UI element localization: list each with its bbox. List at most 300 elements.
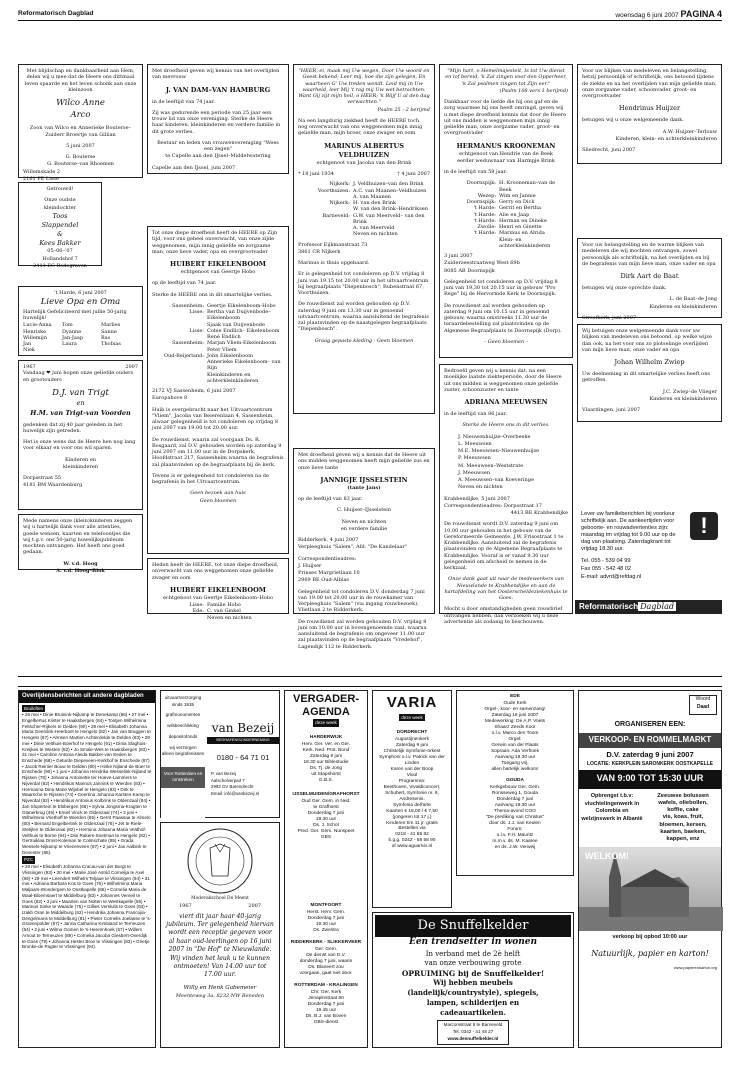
ad-text: Tevens is er gelegenheid tot condoleren na de begrafenis in het Uitvaartcentrum. <box>152 472 269 486</box>
ad-text: Bedroefd geven wij u kennis dat, na een moeilijke laatste ziekteperiode, door de Heere uit ons midden is weggenomen onze geliefde zuster, schoonzuster en tante <box>444 368 562 393</box>
event-title: VERKOOP- EN ROMMELMARKT <box>588 734 712 744</box>
badge-text: Woord <box>695 696 711 702</box>
family-member: J. Veldhuizen–van den Brink <box>353 181 424 188</box>
signature: Kinderen en kleinkinderen <box>649 303 717 310</box>
ad-birth-arco <box>18 64 143 182</box>
name-husband: D.J. van Trigt <box>52 387 109 398</box>
family-list <box>444 434 568 491</box>
ad-text: Huib is overgebracht naar het Uitvaartcentrum "Vliem", Jacoba van Beierenlaan 4, Sassenheim, alwaar gelegenheid is tot condoleren op vrijdag 8 juni 2007 van 19.00 tot 20.00 uur. <box>152 406 279 432</box>
varia-agenda <box>372 690 452 908</box>
grandchild-name: Tom <box>62 322 73 329</box>
family-member: Neven en nichten <box>353 231 398 238</box>
ad-text: Met droefheid geven wij kennis van het overlijden van mevrouw <box>152 68 280 81</box>
agenda-city: HARDERWIJK <box>309 735 343 741</box>
address: J. Huijser <box>298 562 322 569</box>
family-member: Bertha van Duijvenbode– Eikelenboom <box>207 309 271 322</box>
agenda-details: Ger. Gem. De dienst van D.V. donderdag 7 juni, waarin Ds. Blaneert zou voorgaan, gaat niet door. <box>299 946 353 976</box>
email-address[interactable]: E-mail: advrd@refdag.nl <box>581 573 642 580</box>
newspaper-name: Reformatorisch Dagblad <box>18 10 94 17</box>
signature: en verdere familie <box>340 525 388 532</box>
grandchild-name: Marlies <box>101 322 121 329</box>
ad-text: Hartelijk Gefeliciteerd met jullie 50-jarig huwelijk! <box>23 308 127 322</box>
address: Marconistraat 8 te Barneveld <box>443 1022 503 1028</box>
ad-text: Mocht u door omstandigheden geen rouwbrief ontvangen hebben, dan verzoeken wij u deze advertentie als zodanig te beschouwen. <box>444 606 563 625</box>
service-label: wij verzorgen <box>169 744 197 750</box>
family-row <box>298 213 430 226</box>
address: 2172 VJ Sassenheim, 6 juni 2007 <box>152 388 236 395</box>
death-date: † 4 juni 2007 <box>397 171 430 177</box>
ad-text: De rouwdienst zal worden gehouden op D.V. zaterdag 9 juni om 13.30 uur in genoemd uitvaartcentrum, waarna aansluitend de begrafenis zal plaatsvinden op de naastgelegen begraafplaats "Diepenbosch". <box>298 301 429 333</box>
family-member: Neven en nichten <box>458 484 503 491</box>
ad-date: 5 juni 2007 <box>66 142 95 149</box>
family-row <box>152 309 284 322</box>
ad-text: op de leeftijd van 83 jaar. <box>298 496 363 503</box>
ad-text: In verband met de 2è helft <box>425 949 521 958</box>
family-member: M. Meeuwsen–Weststrate <box>458 462 524 469</box>
ad-text: De rouwdienst zal worden gehouden D.V. vrijdag 8 juni om 10.00 uur in bovengenoemde zaal, waarna aansluitend de begrafenis om ongeveer 11.00 uur zal plaatsvinden op de begraafplaats "Vredehof", Lagendijk 112 te Ridderkerk. <box>298 618 427 650</box>
ad-death-veldhuizen <box>293 64 435 414</box>
family-member: Peter Vliem <box>207 346 237 353</box>
grandchild-name: Lucie-Anna <box>23 322 52 329</box>
family-member: C. van Ginkel <box>207 608 241 615</box>
family-member: H. Krooneman–van de Beek <box>499 180 556 193</box>
address: 4181 BM Waardenburg <box>23 482 83 489</box>
section-label: PZC <box>24 857 33 863</box>
ad-heading: Lieve Opa en Oma <box>40 297 121 308</box>
family-member: Henri en Ginette <box>499 224 542 231</box>
ad-death-meeuwsen <box>439 364 573 625</box>
signature: G. Bouterse <box>65 154 96 160</box>
child-name: Wilco Anne <box>56 98 105 108</box>
deceased-name: HERMANUS KROONEMAN <box>456 141 556 150</box>
website-link[interactable]: www.desnuffelkelder.nl <box>447 1035 499 1041</box>
signature: Kinderen en <box>64 456 97 463</box>
obituary-list: • 29 mei • Elisabeth Johanna Cracau-van der Burgt te Vlissingen (93) • 30 mei • Marie José Astrid Cornelija te Axel (89) • 29 mei • Leendert Wilhelm Teljaue te Vlissingen (94) • 31 mei • Adriana Barbara Kos te Goes (76) • Wilhelmina Maria Maljaars-Wondergem te Oostkapelle (86) • Cornelia Maria de Waal-Bloemsaert te Middelburg (83) • Johannes Verneil te Goes (82) • 3 juni • Maarten van Nolten te Westkapelle (55) • Marinus Sinke te Waarde (75) • Gillies Verslulis te Goes (83) • Izakb Oran te Middelburg (82) • Hendrika Johanna Francojia-Dengelmans te Middelburg (81) • Pieter Cornelis Joelasse te 's-Gravenpolder (87) • Janna Catharina Kimbiand te Terneuzen (94) • 2 juni • Wilma Oomen te 's-Heerenhoek (57) • Willem Arnout te Terneuzen (89) • Cornelia Jacoba Giesbert-Overdijk te Goes (79) • Johanna Hester Broe te Vlissingen (83) • Grietje Bronke-de Pagter te Vlissingen (94). <box>22 864 152 950</box>
family-place: Doornspijk: <box>466 199 496 206</box>
family-member: Gerry en Dick <box>499 199 535 206</box>
charity-text: Opbrengst t.b.v: <box>590 792 634 799</box>
groom-name: Kees Bakker <box>39 239 81 248</box>
address: 3861 CR Nijkerk <box>298 248 341 255</box>
website-link[interactable]: www.papierenkarton.org <box>673 965 717 971</box>
family-place: Sassenheim: <box>172 340 204 347</box>
ad-text: Getrouwd! <box>46 186 74 192</box>
section-divider-2 <box>18 686 722 687</box>
ad-text: echtgenoot van Jacoba van den Brink <box>316 159 412 166</box>
ad-text: Onze dank gaat uit naar de medewerkers van Nieuwlande te Krabbendijke en aan de hartafdeling van het Oosterscheldeziekenhuis te Goes. <box>444 576 568 602</box>
signature: Bestuur en leden van vrouwenvereniging "Wees een zegen" <box>157 139 279 153</box>
family-row <box>298 231 430 237</box>
logo-text-2: Dagblad <box>640 602 674 611</box>
family-member: Neven en nichten <box>207 614 252 621</box>
ad-text: Met blijdschap en dankbaarheid aan Hem, delen wij u mee dat de Heere ons dittmaal leven spaarde en het leven schonk aan onze kleinzoon <box>24 68 137 93</box>
ad-text: kleindochter <box>44 204 76 211</box>
family-member: Marjan Vliem-Eikelenboom <box>207 340 277 347</box>
family-member: Familie Hobo <box>207 602 241 609</box>
address: 2992 GV Barendrecht <box>211 784 254 790</box>
agenda-details: Chr. Ger. Kerk Jenaplnstraat 80 Donderdag 7 juni 19.45 uur Ds. B.J. van Boven GBS-dienst <box>305 989 347 1025</box>
event-city: EDE <box>510 694 520 699</box>
ad-text: echtgenoot van Geertje Hobo <box>180 269 256 276</box>
ad-text: gedenken dat zij 40 jaar geleden in het huwelijk zijn getreden. <box>23 421 123 434</box>
ad-text: Vandaag ❤ juni hopen onze geliefde ouders en grootouders <box>23 370 134 383</box>
phone-number[interactable]: 0180 - 64 71 01 <box>216 752 270 762</box>
agenda-list-2 <box>289 903 363 1026</box>
grandchild-name: Willemijn <box>23 334 47 341</box>
page-date: woensdag 6 juni 2007 PAGINA 4 <box>615 9 722 19</box>
varia-subtitle: deze week <box>401 714 423 720</box>
address: 8085 AB Doornspijk <box>444 267 495 274</box>
signature: te Capelle aan den IJssel–Middelwatering <box>165 153 271 160</box>
family-place: Sassenheim: <box>172 302 204 309</box>
ad-thanks-hoog <box>18 514 143 574</box>
family-place: Voorthuizen: <box>317 187 350 194</box>
family-member: L. Meeuwsen <box>458 440 492 447</box>
page-number: PAGINA 4 <box>680 9 722 19</box>
deceased-name: ADRIANA MEEUWSEN <box>464 398 548 406</box>
family-member: Geertje Eikelenboom-Hobo <box>207 302 276 309</box>
service-label: grafmonumenten <box>165 712 201 718</box>
grandchild-name: Henriske <box>23 328 47 335</box>
logo-text: Reformatorisch <box>579 602 639 611</box>
family-member: A. van Maanen <box>353 193 391 200</box>
column-title: Overlijdensberichten uit andere dagbladen <box>19 691 155 703</box>
signature: Kinderen en kleinkinderen <box>649 395 717 402</box>
ad-text: Mede namens onze (klein)kinderen zeggen wij u hartelijk dank voor alle attenties, goede wensen, kaarten en telefoontjes die wij t.g.v. ons 50-jarig huwelijksjubileum mochten ontvangen. Het heeft ons goed gedaan. <box>23 518 133 556</box>
verse-reference: Psalm 25 : 2 berijmd <box>377 106 430 113</box>
family-member: Wim en Jannie <box>499 192 536 199</box>
ad-date: Vlaardingen, juni 2007 <box>582 407 641 414</box>
ad-text: in de leeftijd van 74 jaar. <box>152 98 215 105</box>
signature: Kinderen, klein- en achterkleinkinderen <box>615 135 717 142</box>
grandchild-name: Niek <box>23 347 35 354</box>
ad-date: 3 juni 2007 <box>444 253 473 260</box>
family-member: J. Nieuwenhuijze–Overbeeke <box>458 433 531 440</box>
signature: G. Bouterse–van Rhoemen <box>47 161 114 168</box>
family-place: Zwolle: <box>477 224 496 231</box>
ad-lieve-opa-oma <box>18 286 143 356</box>
grandchild-name: Jan-Jaap <box>62 334 84 341</box>
family-row <box>152 372 284 385</box>
family-place: Lisse: <box>189 309 204 316</box>
varia-title: VARIA <box>386 694 438 711</box>
family-member: Kleinkinderen en achterkleinkinderen <box>207 371 259 384</box>
signature: kleinkinderen <box>63 463 98 470</box>
ad-text: in de leeftijd van 59 jaar. <box>444 169 507 176</box>
deceased-name: JANNIGJE IJSSELSTEIN <box>320 475 408 484</box>
family-row <box>152 615 284 621</box>
section-divider <box>18 676 722 677</box>
family-member: Marinus en Alrida <box>499 230 545 237</box>
brand-sub: BEGRAFENISONDERNEMING <box>207 737 279 744</box>
shop-name: De Snuffelkelder <box>375 915 571 937</box>
address: Ridderkerk, 4 juni 2007 <box>298 537 359 544</box>
church-photo <box>579 847 721 931</box>
agenda-details: Herv. Ger. Ver. en Ger. Kerk. Ned. Prot. Bond Zaterdag 9 juni 18.30 uur Biblestudie Ds. Tj. de Jong uit Stapshorst G.B.S. <box>301 742 351 783</box>
family-place: 't Harde: <box>473 205 496 212</box>
welcome-text: WELKOM! <box>585 851 629 862</box>
family-place: Nijkerk: <box>329 181 350 188</box>
grandchild-name: Thobias <box>101 341 121 348</box>
bride-name: Slappendel <box>41 220 79 229</box>
family-place: 't Harde: <box>473 230 496 237</box>
ad-text: echtgenoot van Geertje Eikelenboom–Hobo <box>162 594 274 601</box>
event-date: D.V. zaterdag 9 juni 2007 <box>606 749 694 759</box>
event-details: Kerkgebouw Ger. Gem. Ronsseweg 1, Gouda Donderdag 7 juni Aanvang 19.30 uur Thema-avond COO "De prediking van Christus" door ds. J.J. van Keulen Forum: o.l.v. F.H. Mauritz m.m.v. ds. M. Kaaree en ds. J.W. Verweij <box>485 784 545 850</box>
address: Willemskade 2 <box>23 168 61 175</box>
ad-text: Geen bloemen <box>199 497 237 504</box>
family-member: M.E. Meeuwsen–Nieuwenhuijze <box>458 448 540 455</box>
birth-date: * 18 juni 1934 <box>298 171 334 177</box>
address: 2161 PE Lisse <box>23 175 59 182</box>
ad-text: Gelegenheid tot condoleren D.V. donderdag 7 juni van 19.00 tot 20.00 uur in de rouwkamer van Verpleeghuis "Salem" (via ingang rouwbezoek), Vlietlaan 2 te Ridderkerk. <box>298 588 425 614</box>
info-text: Lever uw familieberichten bij voorkeur schriftelijk aan. De aankeertijden voor geboorte- en rouwadvertenties zijn: maandag tm vrijdag tot 9.00 uur op de dag van plaatsing. Zaterdagkrant tot vrijdag 18.30 uur. <box>581 511 676 552</box>
address: Correspondentieadres: <box>298 555 357 562</box>
deceased-name: MARINUS ALBERTUS <box>324 141 404 150</box>
signature: A. v.d. Hoog–Blok <box>56 567 105 574</box>
family-member: A.C. van Maanen–Veldhuizen <box>353 187 427 194</box>
ad-text: eerder weduwnaar van Harmpje Brink <box>457 157 555 164</box>
school-name: Modevakschool De Meent <box>191 896 249 901</box>
ad-text: echtgenoot van Hendrie van de Beek <box>459 150 553 157</box>
signature: L. de Baat–de Jong <box>669 296 717 303</box>
ad-death-krooneman <box>439 64 573 358</box>
badge-text: Daad <box>696 704 710 710</box>
service-label: alleen begrafenissen <box>161 751 205 757</box>
invitation-text: viert dit jaar haar 40-jarig jubileum. Ter gelegenheid hiervan wordt een receptie gegeven voor al haar oud-leerlingen op 16 juni 2007 in "De Hof" te Nieuwlande. Wij vinden het leuk u te kunnen ontmoeten! Van 14.00 uur tot 17.00 uur. <box>166 912 274 979</box>
ad-text: Onze oudste <box>44 197 76 204</box>
ad-date: Capelle aan den IJssel, juni 2007 <box>152 164 236 171</box>
address: Professor Eijkmanstraat 73 <box>298 241 368 248</box>
signature: A.W. Huijzer–Terlouw <box>662 128 717 135</box>
deceased-name: HUIBERT EIKELENBOOM <box>170 260 266 268</box>
grandchild-name: Dyanne <box>62 328 82 335</box>
family-place: Lisse: <box>189 327 204 334</box>
family-member: W. van den Brink–Hendriksen <box>353 206 428 213</box>
deceased-name: J. VAN DAM–VAN HAMBURG <box>165 85 271 94</box>
family-place <box>152 359 204 372</box>
ad-thanks-baat <box>577 238 722 321</box>
family-row <box>444 180 568 193</box>
deceased-name: HUIBERT EIKELENBOOM <box>170 585 266 594</box>
ad-van-bezeij <box>160 690 280 818</box>
service-label: depositofonds <box>168 733 198 739</box>
family-list <box>152 602 284 621</box>
agenda-city: ROTTERDAM - KRALINGEN <box>294 982 358 988</box>
family-list <box>152 303 284 384</box>
family-place: Oud-Beijerland: <box>163 352 204 359</box>
service-area: Voor Rotterdam en omstreken <box>163 771 203 782</box>
grandchild-name <box>62 347 99 353</box>
family-list <box>298 181 430 237</box>
ad-death-eikelenboom <box>147 226 289 554</box>
ad-intro: ORGANISEREN EEN: <box>614 721 686 728</box>
ad-text: Uw deelneming in dit smartelijke verlies heeft ons getroffen. <box>582 371 710 384</box>
deceased-name: Dirk Aart de Baat <box>620 272 679 280</box>
grandchild-name <box>101 347 138 353</box>
service-label: uitvaartverzorging <box>164 695 202 700</box>
brand-name: van Bezeij <box>211 721 275 735</box>
charity-text: Colombia en <box>595 808 629 815</box>
deceased-name: VELDHUIZEN <box>338 150 390 159</box>
slogan: Natuurlijk, papier en karton! <box>591 949 709 959</box>
presale-text: verkoop bij opbod 10:00 uur <box>612 934 688 941</box>
ad-wedding-toos <box>18 182 102 269</box>
ad-death-eikelenboom-family <box>147 558 289 621</box>
page-header <box>18 9 722 21</box>
ad-text: Voor uw blijken van medeleven en belangstelling, hetzij persoonlijk of schriftelijk, ons betoond tijdens de ziekte en na het overlijden van mijn geliefde man, onze zorgzame vader, schoonvader, groot- en overgrootvader <box>582 68 717 99</box>
service-label: sinds 1935 <box>171 701 195 707</box>
address: 4413 BE Krabbendijke <box>510 510 568 517</box>
ad-text: De rouwdienst wordt D.V. zaterdag 9 juni om 10.00 uur gehouden in het gebouw van de Gereformeerde Gemeente, J.W. Frisostraat 1 te Krabbendijke. Aansluitend zal de begrafenis plaatsvinden op de Algemene Begraafplaats te Krabbendijke. Vooraf is er vanaf 9.30 uur gelegenheid om afscheid te nemen in de kerkzaal. <box>444 521 564 572</box>
year-end: 2007 <box>125 364 138 370</box>
family-row <box>444 237 568 250</box>
family-list <box>444 180 568 249</box>
ad-text: Wij hebben meubels <box>433 978 513 988</box>
child-name-2: Arco <box>70 109 91 120</box>
ad-text: Wij betuigen onze welgemeende dank voor uw blijken van medeleven ons betoond, op welke wijze dan ook, na het voor ons zo plotselinge overlijden van mijn lieve man, onze vader en opa <box>582 328 712 353</box>
ad-text: cadeauartikelen. <box>440 1007 506 1017</box>
year-start: 1967 <box>179 902 192 909</box>
family-row <box>152 359 284 372</box>
ad-date: Krabbendijke, 5 juni 2007 <box>444 495 510 502</box>
family-place: Doornspijk: <box>466 180 496 187</box>
verse-reference: (Psalm 108 vers 1 berijmd) <box>499 87 568 94</box>
ad-text: De rouwdienst zal worden gehouden op zaterdag 9 juni om 10.15 uur in genoemd gebouw, waarna omstreeks 11.30 uur de teraardebestelling zal plaatsvinden op de Algemene Begraafplaats te Doornspijk (Dorp). <box>444 302 562 334</box>
ad-text: – Geen bloemen – <box>483 338 529 345</box>
address: Aalscholverpad 7 <box>211 777 245 783</box>
phone-number: Tel. 055 - 539 04 99 <box>581 557 631 564</box>
charity-text: vluchtelingenwerk in <box>584 800 640 807</box>
family-member: Klein- en achterkleinkinderen <box>499 236 551 249</box>
grandchild-name: Jan <box>23 341 32 348</box>
address: 2411 EC Bodegraven <box>33 262 87 269</box>
ampersand: & <box>57 230 63 238</box>
agenda-list <box>289 735 363 841</box>
year-start: 1967 <box>23 364 36 370</box>
agenda-city: RIDDERKERK - SLIKKERVEER <box>290 939 362 945</box>
deceased-name: Hendrinus Huijzer <box>618 104 681 113</box>
family-member: Annerieke Eikelenboom– van Rijn <box>207 359 281 372</box>
ad-text: Sterke de Heere ons in dit verlies. <box>462 422 550 429</box>
grandchild-name: Bas <box>101 334 111 341</box>
ad-text: Het is onze wens dat de Heere hen nog lang voor elkaar en voor ons wil sparen. <box>23 439 136 452</box>
ad-text: Er is gelegenheid tot condoleren op D.V. vrijdag 8 juni van 19.15 tot 20.00 uur in het uitvaartcentrum bij begraafplaats "Diepenbosch", Rubenstraat 67, Voorthuizen. <box>298 271 429 296</box>
ad-snuffelkelder <box>372 912 574 1048</box>
event-city: DORDRECHT <box>396 729 428 735</box>
section-label: Bruiloften <box>24 705 44 711</box>
ad-text: Graag gepaste kleding · Geen bloemen <box>314 337 414 344</box>
family-member: A. van Meerveld <box>353 225 395 231</box>
family-member: J. Meeuwsen <box>458 469 491 476</box>
agenda-details: Oud Ger. Gem. in Ned. te Grafhorst Donderdag 7 juni 19.30 uur Ds. J. Schot Pred. Ger. Gem. Nunspeet GBS <box>297 798 355 840</box>
ad-text: Zoon van Wilco en Annerieke Bouterse–Zuiderr Broertje van Gillian <box>29 125 132 138</box>
agenda-city: IJSSELMUIDEN/GRAFHORST <box>292 791 360 797</box>
ad-text: Dankbaar voor de liefde die hij ons gaf en de zorg waarmee hij ons heeft omringd, geven wij u met diepe droefheid kennis dat door de Heere uit ons midden is weggenomen mijn innig geliefde man, onze zorgzame vader, groot- en overgrootvader <box>444 99 567 137</box>
exclamation-icon: ! <box>690 512 718 540</box>
family-place <box>152 372 204 385</box>
ad-text: (landelijk/countrystyle), spiegels, <box>407 988 539 998</box>
grandchild-name: Laura <box>62 341 77 348</box>
ad-text: betuigen wij u onze welgemeende dank. <box>582 117 684 124</box>
ede-gouda-agenda <box>456 690 574 876</box>
grandchild-name: Sanne <box>101 328 117 335</box>
family-member: Alie en Jaap <box>499 211 530 218</box>
event-time: VAN 9:00 TOT 15:30 UUR <box>596 773 704 784</box>
ad-text: Tot onze diepe droefheid heeft de HEERE op Zijn tijd, voor ons geheel onverwacht, van onze zijde weggenomen, mijn innig geliefde en zorgzame man, onze lieve vader, opa en overgrootvader <box>152 230 278 255</box>
event-city: GOUDA <box>506 777 524 783</box>
agenda-title: AGENDA <box>302 705 350 718</box>
address: Zuiderzeestraatweg West 69b <box>444 260 520 267</box>
obituary-list: • 26 mei • Dinie Bruinink-Nijkamp te Denekamp (86) • 27 mei • Engelbertus Kiister te Haaksbergen (84) • Tootjen Wilhelmina Feltscher-Rijkers te Delden (90) • 28 mei • Elisabeth Johanna Maria Geerdink-Heerboet te Hengelo (82) • Jan van Bruggen te Hengelo (67) • Ahnsen Martien Achterdelde te Delden (83) • 29 mei • Dinie Velthuis-Boerhof te Hengelo (91) • Dinia Slaghuis-Kreijkes te Westen (82) • Jo Smale-Wes te Haaksbergen (83) • 31 mei • Caroline Antonia Aleida Bakker-van Eeden te Enschede (68) • Geturde Diepeveen-Kerkhof te Enschede (87) • Jacob Reinier Bouw te Delden (80) • Hinke Nijland-de Boer te Enschede (90) • 1 juni • Johanna Hendrika Wesselink-Nijland te Rijssen (78) • Johanna Antoinette ter Hoeve-Lammers te Nijverdal (82) • Hendrikus Marinus Jannink te Wierden (83) • Hermanna Dina Marie Wijnbel te Hengelo (83) • Dirk te Waarsche te Rijssen (74) • Geertina Johanna Karsten-Kamp te Nijverdal (92) • Hendrikus Antonius Kolbrink te Oldenzaal (84) • Jan Slopertein te Elsbergen (68) • Sylvia Jongsma-Kragten te Glanerbrug (49) • Emiel Vinck te Oldenzaal (74) • 3 juni • Wilhelmina Vriethoff te Wierden (65) • Gerrit Paassaa te Almelo (60) • Bernard Engelbertink te Oldenzaal (76) • Jet te Riele-Stetijlen te Oldenzaal (82) • Hermina Johanna Maria Veldhof-Velthuis te Borne (94) • Dini Rakers-Soetman te Hengelo (82) • Gertruiklaa Drost-Koleman te Colmschate (85) • Grada Wessels-Nijkamp te Vriezenveen (87) • 2 juni • Jan Aalbink te Deventer (85). <box>22 712 152 855</box>
ad-anniversary-vantrigt <box>18 360 143 510</box>
ad-text: Geen bezoek aan huis <box>190 490 246 497</box>
fax-number: Fax 055 - 542 48 02 <box>581 565 632 572</box>
address: Hollandshof 7 <box>42 255 78 262</box>
family-member: Herman en Dineke <box>499 217 547 224</box>
ad-text: op de leeftijd van 74 jaar. <box>152 280 217 287</box>
family-member: Cobie Endlich– Eikelenboom <box>207 327 280 334</box>
ad-text: De rouwdienst, waarin zal voorgaan Ds. R. Bosgaard, zal D.V. gehouden worden op zaterdag 9 juni 2007 om 11.00 uur in de Dorpskerk, Hoofdstraat 217, Sassenheim waarna de begrafenis zal plaatsvinden op de begraafplaats bij de kerk. <box>152 436 284 468</box>
family-member: Sjaak van Duijvenbode <box>207 321 265 328</box>
ad-thanks-zwiep <box>577 324 722 422</box>
family-place: 't Harde: <box>473 217 496 224</box>
email-address[interactable]: Email: info@vanbezeij.nl <box>211 790 260 796</box>
ad-text: Na een langdurig ziekbed heeft de HEERE toch nog onverwacht van ons weggenomen mijn innig geliefde man, mijn broer, onze zwager en oom <box>298 117 423 137</box>
address: Verpleeghuis "Salem", Afd. "De Kandelaar" <box>298 544 408 551</box>
sale-headline: OPRUIMING bij de Snuffelkelder! <box>401 969 545 978</box>
ad-date: Streefkerk, juni 2007 <box>582 314 637 321</box>
family-member: John Eikelenboom <box>207 352 254 359</box>
agenda-details: Herst. Herv. Gem. Donderdag 7 juni 19.30 uur Ds. Zwestra <box>306 909 346 933</box>
family-place <box>444 237 496 250</box>
ad-death-hamburg <box>147 64 289 174</box>
bride-name: Toos <box>52 211 68 220</box>
ad-text: en <box>76 399 85 408</box>
family-member: H. van den Brink <box>353 200 397 206</box>
ad-text: Met droefheid geven wij u kennis dat de Heere uit ons midden weggenomen heeft mijn geliefde zus en onze lieve tante <box>298 452 430 471</box>
products-list: Zeeuwse bolussen wafels, oliebollen, koffie, cake vis, koas, fruit, bloemen, kersen, kaarten, baeken, kappen, enz <box>657 792 709 843</box>
ad-text: Gelegenheid tot condoleren op D.V. vrijdag 8 juni van 19.30 tot 20.15 uur in gebouw "Pro Rege" bij de Hervormde Kerk te Doornspijk. <box>444 278 558 298</box>
ad-modevakschool <box>160 822 280 1048</box>
ad-date: 05–06–'07 <box>47 248 73 255</box>
event-details: Augustijnenkerk Zaterdag 9 juni Christelijk Symfonie-orkest Symphoni o.l.v. Patrick van der Linden Karen van der Boop Viool Programma: Beethoven, Vivaldiconcert, Schubert, Symfonie nr. 6, Andresenis. Symfonia dell'arte Kaarten € 15,00 / € 7,50 (jongeren tot 17 j.) Kinderen t/m 11 jr. gratis Bestellen via 0218 - 41 65 82 b.g.g. 0242 - 58 58 90 of www.aguarnin.nl <box>379 736 445 850</box>
ad-text: Zij was gedurende een periode van 25 jaar een trouw lid van onze vereniging. Sterke de Heere haar kinderen, kleinkinderen en verdere familie in dit grote verlies. <box>152 109 281 135</box>
phone-number: Tel. 0342 - 41 48 27 <box>452 1029 494 1035</box>
address: Prinses Margrietlaan 10 <box>298 570 360 577</box>
grandchildren-list <box>23 322 138 353</box>
bible-verse: "Mijn hart, o Hemelmajesteit, Is tot Uw dienst en lof bereid, 'k Zal zingen voor den Opperheer, 'k Zal psalmen zingen tot Zijn eer." <box>445 68 567 87</box>
family-member: P. Meeuwsen <box>458 455 491 462</box>
family-place: Ede: <box>192 608 204 615</box>
signature: C. Huijser–IJsselstein <box>337 507 391 514</box>
ad-thanks-huijzer <box>577 64 722 164</box>
reformatorisch-logo <box>575 600 722 614</box>
year-end: 2007 <box>248 902 261 909</box>
name-wife: H.M. van Trigt-van Voorden <box>30 408 131 417</box>
ad-text: Marinus is thuis opgebaard. <box>298 260 370 266</box>
family-place: 't Harde: <box>473 211 496 218</box>
agenda-title: VERGADER- <box>292 693 359 705</box>
address: Dorpsstraat 55 <box>23 475 62 482</box>
signature: W. v.d. Hoog <box>63 560 98 567</box>
overlijdens-column <box>18 690 156 1048</box>
deceased-nickname: (tante Jans) <box>347 484 381 491</box>
address: Meenteweg 3a, 8232 NW Beneden <box>175 992 265 999</box>
vergader-agenda <box>284 690 368 1048</box>
ad-text: betuigen wij onze oprechte dank. <box>582 285 667 292</box>
family-place <box>298 231 350 237</box>
